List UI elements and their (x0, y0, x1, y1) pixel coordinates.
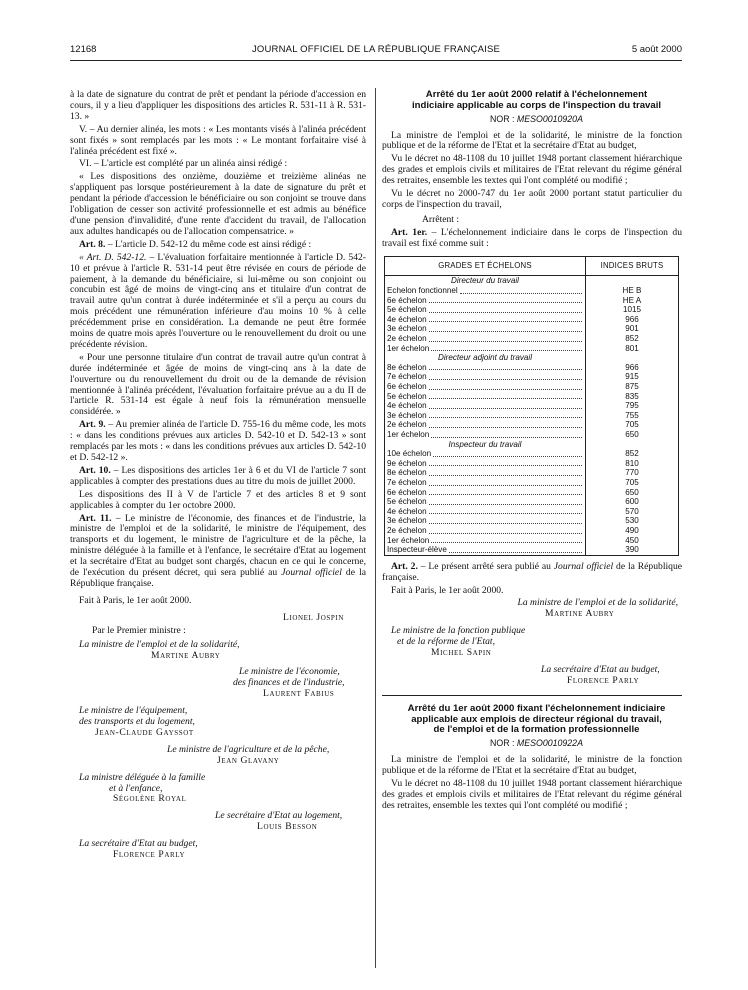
article-9 (70, 420, 366, 464)
article-label: Art. 9. (79, 419, 106, 431)
table-row (385, 488, 679, 498)
article-1 (382, 228, 682, 250)
empty-cell (586, 440, 679, 450)
grade-cell (385, 507, 586, 517)
grade-label: 3e échelon (387, 324, 427, 334)
dot-leader (429, 526, 582, 534)
article-text: – L'article D. 542-12 du même code est ainsi rédigé : (105, 238, 312, 250)
index-value: 490 (586, 526, 679, 536)
grade-label: 1er échelon (387, 429, 430, 439)
empty-cell (586, 276, 679, 286)
grade-cell (385, 468, 586, 478)
dot-leader (431, 430, 582, 438)
table-row (385, 545, 679, 555)
signatory-name: Jean-Claude Gayssot (95, 726, 194, 738)
grade-cell (385, 516, 586, 526)
grade-cell (385, 363, 586, 373)
signatory-role: Le secrétaire d'Etat au logement, (215, 810, 343, 822)
index-value: 801 (586, 344, 679, 354)
grade-cell (385, 497, 586, 507)
article-text: – Le présent arrêté sera publié au (417, 560, 554, 572)
grade-label: 7e échelon (387, 372, 427, 382)
index-value: 852 (586, 334, 679, 344)
dot-leader (433, 449, 582, 457)
nor-code: MESO0010920A (516, 113, 583, 124)
paragraph: à la date de signature du contrat de prêt et pendant la période d'accession en cours, il y a lieu d'appliquer les dispositions des articles R. 531-11 à R. 531-13. » (70, 89, 366, 122)
article-label: Art. 2. (391, 560, 418, 572)
signature-date: Fait à Paris, le 1er août 2000. (79, 594, 192, 606)
article-label: Art. 10. (79, 464, 111, 476)
dot-leader (429, 507, 582, 515)
table-row (385, 516, 679, 526)
signatory-role: La ministre de l'emploi et de la solidarité, (517, 597, 678, 609)
dot-leader (429, 305, 582, 313)
grade-cell (385, 478, 586, 488)
table-row (385, 468, 679, 478)
decree-title: indiciaire applicable au corps de l'inspection du travail (411, 99, 662, 111)
index-value: 705 (586, 420, 679, 430)
page-header (70, 44, 682, 58)
table-row (385, 507, 679, 517)
signatory-role: La ministre de l'emploi et de la solidarité, (79, 638, 240, 650)
signatory-role: des finances et de l'industrie, (233, 677, 345, 689)
grade-label: 3e échelon (387, 410, 427, 420)
dot-leader (429, 382, 582, 390)
dot-leader (429, 363, 582, 371)
index-value: 795 (586, 401, 679, 411)
table-row (385, 334, 679, 344)
signatory-name: Lionel Jospin (282, 611, 344, 623)
grade-label: 7e échelon (387, 477, 427, 487)
grade-cell (385, 296, 586, 306)
salary-grade-table (384, 256, 679, 556)
grade-cell (385, 392, 586, 402)
grade-cell (385, 344, 586, 354)
signatory-role: Le ministre de l'économie, (239, 666, 340, 678)
table-row (385, 411, 679, 421)
article-ref: « Art. D. 542-12. (79, 251, 147, 263)
grade-label: 6e échelon (387, 382, 427, 391)
grade-cell (385, 401, 586, 411)
index-value: 810 (586, 459, 679, 469)
dot-leader (429, 324, 582, 332)
signatory-name: Jean Glavany (217, 754, 280, 766)
article-11 (70, 514, 366, 590)
nor-code: MESO0010922A (516, 738, 583, 749)
dot-leader (429, 459, 582, 467)
index-value: 530 (586, 516, 679, 526)
dot-leader (429, 296, 582, 304)
index-value: 915 (586, 372, 679, 382)
signatory-role: Le ministre de la fonction publique (391, 625, 526, 637)
signatory-name: Martine Aubry (545, 608, 615, 620)
index-value: HE A (586, 296, 679, 306)
index-value: 600 (586, 497, 679, 507)
paragraph (70, 253, 366, 351)
signatory-name: Florence Parly (113, 849, 186, 861)
article-10 (70, 466, 366, 488)
dot-leader (429, 334, 582, 342)
journal-ref: Journal officiel (281, 567, 342, 579)
decree-title: applicable aux emplois de directeur régional du travail, (411, 713, 662, 725)
grade-label: 5e échelon (387, 391, 427, 401)
signature-date: Fait à Paris, le 1er août 2000. (391, 584, 504, 596)
grade-label: 1er échelon (387, 535, 430, 545)
signatory-role: et de la réforme de l'Etat, (397, 636, 495, 648)
article-text: – Le ministre de l'économie, des finances et de l'industrie, la ministre de l'emploi et de la solidarité, le ministre de l'équipement, des transports et du logement, le ministre de l'agriculture et de la pêche, la ministre déléguée à la famille et à l'enfance, le secrétaire d'Etat au logement et la secrétaire d'Etat au budget sont chargés, chacun en ce qui le concerne, de l'exécution du présent décret, qui sera publié au (70, 512, 366, 579)
grade-label: 8e échelon (387, 362, 427, 372)
dot-leader (449, 545, 582, 553)
index-value: 450 (586, 536, 679, 546)
article-text: – L'échelonnement indiciaire dans le corps de l'inspection du travail est fixé comme suit : (382, 226, 682, 249)
dot-leader (429, 401, 582, 409)
signatory-name: Ségolène Royal (113, 793, 187, 805)
left-column (70, 90, 366, 867)
article-text-end: de la République française. (70, 567, 366, 589)
dot-leader (460, 286, 582, 294)
index-value: 570 (586, 507, 679, 517)
dot-leader (429, 468, 582, 476)
article-text: – Au premier alinéa de l'article D. 755-16 du même code, les mots : « dans les conditions prévues aux articles D. 542-10 et D. 542-13 » sont remplacés par les mots : « dans les conditions prévues aux articles D. 542-10 et D. 542-12 ». (70, 419, 366, 463)
table-row (385, 420, 679, 430)
grade-cell (385, 411, 586, 421)
issue-date: 5 août 2000 (631, 44, 682, 55)
dot-leader (429, 497, 582, 505)
paragraph: La ministre de l'emploi et de la solidarité, le ministre de la fonction publique et de la réforme de l'Etat et la secrétaire d'Etat au budget, (382, 754, 682, 776)
signatory-role: Le ministre de l'équipement, (79, 705, 188, 717)
signatory-role: La secrétaire d'Etat au budget, (541, 663, 660, 675)
decree-title: Arrêté du 1er août 2000 relatif à l'échelonnement (425, 89, 648, 100)
index-value: 901 (586, 324, 679, 334)
signatory-role: La ministre déléguée à la famille (79, 771, 206, 783)
table-row (385, 372, 679, 382)
table-row (385, 363, 679, 373)
grade-label: 4e échelon (387, 314, 427, 324)
index-value: 755 (586, 411, 679, 421)
index-value: 852 (586, 449, 679, 459)
article-2 (382, 562, 682, 584)
table-row (385, 401, 679, 411)
grade-cell (385, 372, 586, 382)
dot-leader (429, 488, 582, 496)
article-text: – Les dispositions des articles 1er à 6 et du VI de l'article 7 sont applicables à compter des prestations dues au titre du mois de juillet 2000. (70, 464, 367, 487)
table-row (385, 344, 679, 354)
paragraph-text: – L'évaluation forfaitaire mentionnée à l'article D. 542-10 et prévue à l'article R. 531-14 peut être révisée en cours de période de paiement, à la demande du bénéficiaire, si lui-même ou son conjoint ou concubin est âgé de moins de vingt-cinq ans et titulaire d'un contrat de travail autre qu'un contrat à durée indéterminée et s'il a perçu au cours du mois précédent une rémunération inférieure d'au moins 10 % à celle précédemment prise en considération. La demande ne peut être formée moins de quatre mois après l'ouverture ou le renouvellement du droit ou une précédente révision. (70, 251, 366, 350)
paragraph: Vu le décret no 2000-747 du 1er août 2000 portant statut particulier du corps de l'inspection du travail, (382, 188, 682, 210)
grade-label: 5e échelon (387, 305, 427, 315)
dot-leader (431, 344, 582, 352)
table-row (385, 536, 679, 546)
table-group-row (385, 276, 679, 286)
index-value: 650 (586, 430, 679, 440)
index-value: HE B (586, 286, 679, 296)
grade-label: Inspecteur-élève (387, 545, 447, 555)
index-value: 1015 (586, 305, 679, 315)
journal-title: JOURNAL OFFICIEL DE LA RÉPUBLIQUE FRANÇAISE (251, 44, 501, 55)
signatory-name: Laurent Fabius (263, 688, 335, 700)
table-row (385, 449, 679, 459)
article-8 (70, 240, 366, 251)
grade-label: 9e échelon (387, 458, 427, 468)
grade-cell (385, 488, 586, 498)
table-row (385, 324, 679, 334)
dot-leader (429, 516, 582, 524)
signatory-role: des transports et du logement, (79, 716, 195, 728)
table-row (385, 286, 679, 296)
dot-leader (431, 536, 582, 544)
table-row (385, 526, 679, 536)
signatory-role: et à l'enfance, (109, 782, 163, 794)
index-value: 390 (586, 545, 679, 555)
grade-cell (385, 526, 586, 536)
decree-title: Arrêté du 1er août 2000 fixant l'échelonnement indiciaire (407, 702, 666, 714)
header-rule (70, 60, 682, 61)
paragraph: V. – Au dernier alinéa, les mots : « Les montants visés à l'alinéa précédent sont fixés » sont remplacés par les mots : « Le montant forfaitaire visé à l'alinéa précédent est fixé ». (70, 123, 366, 157)
group-heading: Directeur du travail (385, 276, 586, 286)
table-group-row (385, 440, 679, 450)
dot-leader (429, 478, 582, 486)
article-label: Art. 11. (79, 512, 112, 524)
grade-label: 8e échelon (387, 468, 427, 478)
grade-label: 2e échelon (387, 420, 427, 430)
grade-label: 4e échelon (387, 506, 427, 516)
table-row (385, 305, 679, 315)
grade-label: 5e échelon (387, 497, 427, 507)
article-label: Art. 8. (79, 238, 106, 250)
signatory-name: Michel Sapin (431, 647, 492, 659)
empty-cell (586, 353, 679, 363)
grade-label: 3e échelon (387, 516, 427, 526)
nor-label: NOR : (490, 738, 517, 749)
paragraph: Vu le décret no 48-1108 du 10 juillet 1948 portant classement hiérarchique des grades et emplois civils et militaires de l'Etat relevant du régime général des retraites, ensemble les textes qui l'ont complété ou modifié ; (382, 777, 682, 811)
paragraph: Les dispositions des II à V de l'article 7 et des articles 8 et 9 sont applicables à compter du 1er octobre 2000. (70, 488, 366, 511)
nor-reference (382, 738, 682, 749)
index-value: 770 (586, 468, 679, 478)
grade-cell (385, 324, 586, 334)
index-value: 835 (586, 392, 679, 402)
dot-leader (429, 315, 582, 323)
table-row (385, 392, 679, 402)
journal-ref: Journal officiel (553, 560, 614, 572)
table-row (385, 497, 679, 507)
grade-cell (385, 536, 586, 546)
signatory-name: Louis Besson (257, 821, 318, 833)
signatory-name: Florence Parly (567, 674, 640, 686)
signatory-role: Le ministre de l'agriculture et de la pêche, (167, 743, 330, 755)
paragraph: Vu le décret no 48-1108 du 10 juillet 1948 portant classement hiérarchique des grades et emplois civils et militaires de l'Etat relevant du régime général des retraites, ensemble les textes qui l'ont complété ou modifié ; (382, 153, 682, 187)
grade-cell (385, 382, 586, 392)
signatory-role: La secrétaire d'Etat au budget, (79, 838, 198, 850)
table-row (385, 315, 679, 325)
grade-cell (385, 305, 586, 315)
group-heading: Inspecteur du travail (385, 440, 586, 450)
grade-cell (385, 420, 586, 430)
grade-cell (385, 430, 586, 440)
index-value: 966 (586, 363, 679, 373)
grade-cell (385, 449, 586, 459)
table-header-grades: GRADES ET ÉCHELONS (385, 256, 586, 276)
dot-leader (429, 411, 582, 419)
grade-label: 2e échelon (387, 334, 427, 344)
grade-cell (385, 545, 586, 555)
decree-title: de l'emploi et de la formation professionnelle (433, 724, 640, 736)
table-group-row (385, 353, 679, 363)
nor-label: NOR : (490, 113, 517, 124)
paragraph: La ministre de l'emploi et de la solidarité, le ministre de la fonction publique et de la réforme de l'Etat et la secrétaire d'Etat au budget, (382, 129, 682, 152)
table-row (385, 459, 679, 469)
nor-reference (382, 114, 682, 125)
paragraph: VI. – L'article est complété par un alinéa ainsi rédigé : (79, 158, 288, 170)
dot-leader (429, 392, 582, 400)
arretent: Arrêtent : (422, 213, 460, 225)
section-rule (382, 695, 682, 696)
paragraph: « Pour une personne titulaire d'un contrat de travail autre qu'un contrat à durée indéterminée et âgée de moins de vingt-cinq ans à la date de l'ouverture ou du renouvellement du droit ou de la demande de révision mentionnée à l'alinéa précédent, l'évaluation forfaitaire prévue au a du II de l'article R. 531-14 est égale à neuf fois la rémunération mensuelle considérée. » (70, 351, 366, 418)
signature-intro: Par le Premier ministre : (92, 624, 186, 636)
grade-cell (385, 315, 586, 325)
page-number: 12168 (70, 44, 97, 55)
article-text-end: de la République française. (382, 560, 683, 583)
index-value: 650 (586, 488, 679, 498)
table-header-indices: INDICES BRUTS (586, 256, 679, 276)
grade-label: 1er échelon (387, 343, 430, 353)
grade-label: 4e échelon (387, 401, 427, 411)
grade-label: 2e échelon (387, 525, 427, 535)
article-label: Art. 1er. (391, 226, 428, 238)
grade-label: 6e échelon (387, 487, 427, 497)
dot-leader (429, 372, 582, 380)
table-row (385, 382, 679, 392)
index-value: 966 (586, 315, 679, 325)
grade-label: Echelon fonctionnel (387, 286, 458, 296)
grade-cell (385, 334, 586, 344)
table-row (385, 478, 679, 488)
grade-cell (385, 459, 586, 469)
index-value: 875 (586, 382, 679, 392)
grade-label: 10e échelon (387, 449, 432, 459)
paragraph: « Les dispositions des onzième, douzième et treizième alinéas ne s'appliquent pas lorsque postérieurement à la date de signature du prêt et pendant la période d'accession le bénéficiaire ou son conjoint se trouve dans l'obligation de cesser son activité professionnelle et est admis au bénéfice d'une pension d'invalidité, d'une rente d'accident du travail, de l'allocation aux adultes handicapés ou de l'allocation compensatrice. » (70, 171, 366, 237)
signatory-name: Martine Aubry (151, 649, 221, 661)
table-row (385, 296, 679, 306)
group-heading: Directeur adjoint du travail (385, 353, 586, 363)
table-row (385, 430, 679, 440)
right-column (382, 90, 682, 814)
grade-label: 6e échelon (387, 295, 427, 305)
column-divider (375, 88, 376, 968)
grade-cell (385, 286, 586, 296)
dot-leader (429, 420, 582, 428)
index-value: 705 (586, 478, 679, 488)
